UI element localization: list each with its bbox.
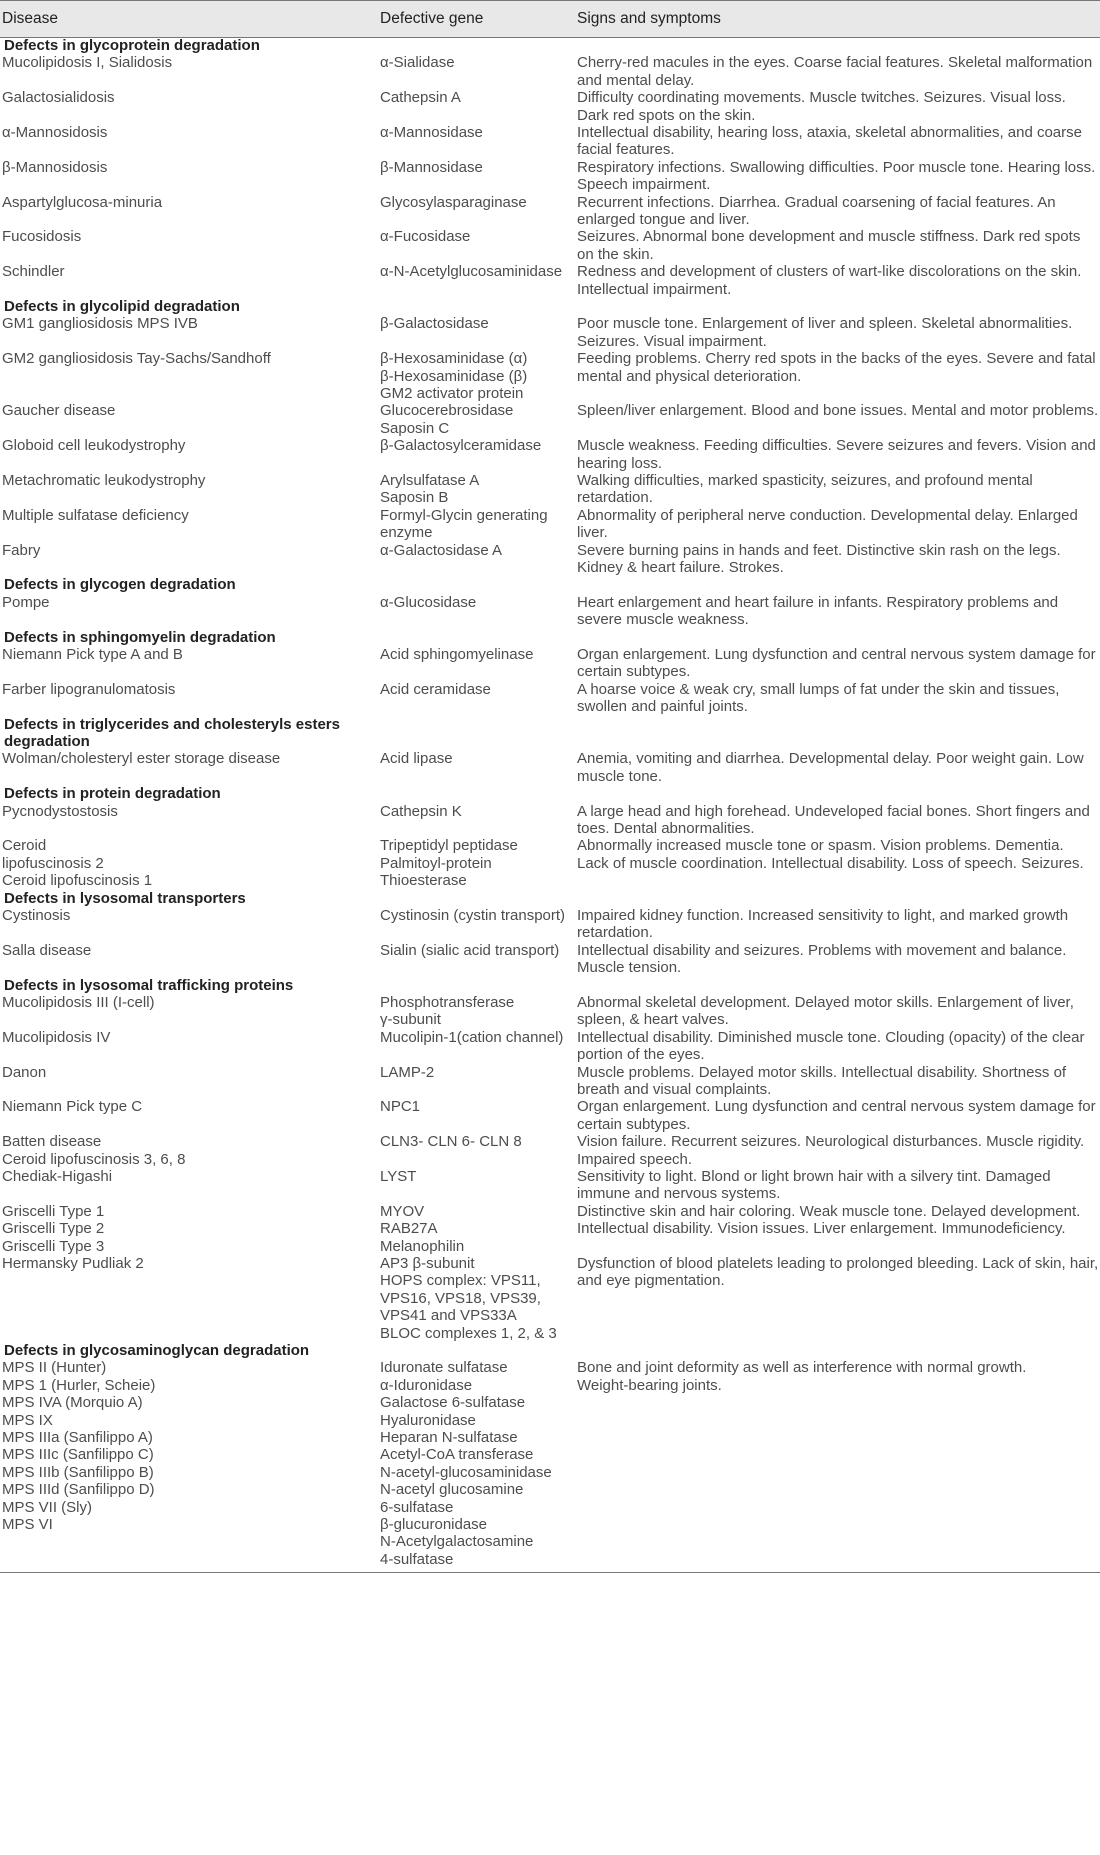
- disease-cell: MPS II (Hunter) MPS 1 (Hurler, Scheie) MPS IVA (Morquio A) MPS IX MPS IIIa (Sanfilippo A) MPS IIIc (Sanfilippo C) MPS IIIb (Sanfilippo B) MPS IIId (Sanfilippo D) MPS VII (Sly) MPS VI: [2, 1359, 156, 1534]
- signs-cell: Respiratory infections. Swallowing difficulties. Poor muscle tone. Hearing loss. Speech impairment.: [577, 158, 1096, 194]
- disease-cell: Batten disease Ceroid lipofuscinosis 3, 6, 8: [2, 1133, 186, 1168]
- signs-cell: Poor muscle tone. Enlargement of liver and spleen. Skeletal abnormalities. Seizures. Visual impairment.: [577, 315, 1073, 350]
- disease-cell: Chediak-Higashi: [2, 1168, 113, 1185]
- header-disease: Disease: [2, 10, 58, 27]
- category-label: Defects in glycolipid degradation: [4, 298, 240, 315]
- signs-cell: Severe burning pains in hands and feet. Distinctive skin rash on the legs. Kidney & heart failure. Strokes.: [577, 541, 1061, 576]
- gene-cell: Acid lipase: [380, 750, 453, 768]
- gene-cell: β-Hexosaminidase (α) β-Hexosaminidase (β) GM2 activator protein: [380, 350, 528, 402]
- category-label: Defects in lysosomal trafficking proteins: [4, 976, 294, 994]
- disease-cell: Hermansky Pudliak 2: [2, 1255, 144, 1272]
- gene-cell: β-Galactosylceramidase: [380, 437, 542, 455]
- disease-cell: Danon: [2, 1063, 47, 1081]
- signs-cell: Intellectual disability and seizures. Problems with movement and balance. Muscle tension.: [577, 941, 1067, 977]
- gene-cell: α-N-Acetylglucosaminidase: [380, 263, 563, 281]
- signs-cell: Bone and joint deformity as well as interference with normal growth. Weight-bearing joints.: [577, 1359, 1027, 1394]
- disease-cell: Wolman/cholesteryl ester storage disease: [2, 750, 281, 768]
- gene-cell: α-Galactosidase A: [380, 541, 503, 559]
- disease-cell: GM1 gangliosidosis MPS IVB: [2, 315, 198, 333]
- disease-cell: Mucolipidosis IV: [2, 1028, 111, 1046]
- disease-cell: Schindler: [2, 263, 65, 281]
- disease-cell: Gaucher disease: [2, 402, 116, 420]
- category-label: Defects in sphingomyelin degradation: [4, 628, 276, 646]
- signs-cell: Recurrent infections. Diarrhea. Gradual coarsening of facial features. An enlarged tongue and liver.: [577, 193, 1056, 228]
- gene-cell: MYOV RAB27A Melanophilin: [380, 1202, 465, 1255]
- gene-cell: Phosphotransferase γ-subunit: [380, 994, 515, 1029]
- disease-cell: Globoid cell leukodystrophy: [2, 437, 186, 455]
- gene-cell: CLN3- CLN 6- CLN 8: [380, 1133, 522, 1151]
- signs-cell: A large head and high forehead. Undeveloped facial bones. Short fingers and toes. Dental abnormalities.: [577, 802, 1090, 837]
- gene-cell: Glucocerebrosidase Saposin C: [380, 402, 514, 437]
- disease-cell: β-Mannosidosis: [2, 158, 108, 176]
- signs-cell: Muscle weakness. Feeding difficulties. Severe seizures and fevers. Vision and hearing loss.: [577, 437, 1096, 472]
- disease-cell: Cystinosis: [2, 907, 71, 924]
- gene-cell: β-Mannosidase: [380, 158, 483, 176]
- disease-cell: Pompe: [2, 593, 50, 611]
- gene-cell: Mucolipin-1(cation channel): [380, 1028, 564, 1046]
- gene-cell: Formyl-Glycin generating enzyme: [380, 506, 548, 542]
- category-label: Defects in lysosomal transporters: [4, 889, 246, 907]
- signs-cell: Dysfunction of blood platelets leading to prolonged bleeding. Lack of skin, hair, and eye pigmentation.: [577, 1255, 1099, 1290]
- disease-cell: Griscelli Type 1 Griscelli Type 2 Griscelli Type 3: [2, 1202, 105, 1255]
- gene-cell: α-Glucosidase: [380, 593, 477, 611]
- gene-cell: Glycosylasparaginase: [380, 193, 527, 211]
- disease-cell: Ceroid lipofuscinosis 2 Ceroid lipofuscinosis 1: [2, 837, 153, 890]
- disease-cell: Mucolipidosis I, Sialidosis: [2, 54, 173, 72]
- signs-cell: Abnormally increased muscle tone or spasm. Vision problems. Dementia. Lack of muscle coordination. Intellectual disability. Loss of speech. Seizures.: [577, 837, 1084, 872]
- signs-cell: A hoarse voice & weak cry, small lumps of fat under the skin and tissues, swollen and painful joints.: [577, 680, 1060, 716]
- table-bottom-rule: [0, 1572, 1100, 1573]
- disease-cell: Metachromatic leukodystrophy: [2, 472, 206, 489]
- disease-cell: Niemann Pick type A and B: [2, 646, 183, 663]
- gene-cell: β-Galactosidase: [380, 315, 489, 333]
- disease-cell: Salla disease: [2, 941, 92, 959]
- signs-cell: Difficulty coordinating movements. Muscle twitches. Seizures. Visual loss. Dark red spots on the skin.: [577, 89, 1066, 124]
- header-defective-gene: Defective gene: [380, 10, 484, 27]
- disease-cell: Farber lipogranulomatosis: [2, 680, 176, 698]
- disease-cell: α-Mannosidosis: [2, 124, 108, 141]
- signs-cell: Redness and development of clusters of wart-like discolorations on the skin. Intellectual impairment.: [577, 263, 1082, 298]
- signs-cell: Feeding problems. Cherry red spots in the backs of the eyes. Severe and fatal mental and physical deterioration.: [577, 350, 1096, 385]
- signs-cell: Abnormality of peripheral nerve conduction. Developmental delay. Enlarged liver.: [577, 506, 1078, 542]
- signs-cell: Anemia, vomiting and diarrhea. Developmental delay. Poor weight gain. Low muscle tone.: [577, 750, 1084, 785]
- gene-cell: α-Fucosidase: [380, 228, 471, 246]
- category-label: Defects in triglycerides and cholesteryls esters degradation: [4, 715, 340, 750]
- gene-cell: Cathepsin K: [380, 802, 462, 820]
- gene-cell: NPC1: [380, 1098, 421, 1116]
- gene-cell: Tripeptidyl peptidase Palmitoyl-protein Thioesterase: [380, 837, 518, 890]
- category-label: Defects in glycosaminoglycan degradation: [4, 1342, 310, 1359]
- signs-cell: Vision failure. Recurrent seizures. Neurological disturbances. Muscle rigidity. Impaired speech.: [577, 1133, 1085, 1168]
- signs-cell: Organ enlargement. Lung dysfunction and central nervous system damage for certain subtypes.: [577, 1098, 1096, 1133]
- signs-cell: Seizures. Abnormal bone development and muscle stiffness. Dark red spots on the skin.: [577, 228, 1081, 263]
- category-label: Defects in glycogen degradation: [4, 576, 236, 594]
- signs-cell: Sensitivity to light. Blond or light brown hair with a silvery tint. Damaged immune and nervous systems.: [577, 1168, 1051, 1203]
- category-label: Defects in protein degradation: [4, 785, 221, 803]
- header-signs-symptoms: Signs and symptoms: [577, 10, 721, 27]
- disease-cell: Pycnodystostosis: [2, 802, 118, 820]
- signs-cell: Intellectual disability, hearing loss, ataxia, skeletal abnormalities, and coarse facial features.: [577, 124, 1082, 159]
- table-header: [0, 0, 1100, 38]
- gene-cell: Iduronate sulfatase α-Iduronidase Galactose 6-sulfatase Hyaluronidase Heparan N-sulfatase Acetyl-CoA transferase N-acetyl-glucosaminidase N-acetyl glucosamine 6-sulfatase β-glucuronidase N-Acetylgalactosamine 4-sulfatase: [380, 1359, 552, 1568]
- signs-cell: Spleen/liver enlargement. Blood and bone issues. Mental and motor problems.: [577, 402, 1099, 420]
- signs-cell: Cherry-red macules in the eyes. Coarse facial features. Skeletal malformation and mental delay.: [577, 54, 1093, 89]
- signs-cell: Distinctive skin and hair coloring. Weak muscle tone. Delayed development. Intellectual disability. Vision issues. Liver enlargement. Immunodeficiency.: [577, 1202, 1081, 1238]
- signs-cell: Abnormal skeletal development. Delayed motor skills. Enlargement of liver, spleen, & heart valves.: [577, 994, 1074, 1029]
- gene-cell: α-Mannosidase: [380, 124, 483, 141]
- disease-cell: Mucolipidosis III (I-cell): [2, 994, 155, 1011]
- gene-cell: Cystinosin (cystin transport): [380, 907, 566, 924]
- gene-cell: Cathepsin A: [380, 89, 461, 107]
- category-label: Defects in glycoprotein degradation: [4, 37, 260, 54]
- signs-cell: Walking difficulties, marked spasticity, seizures, and profound mental retardation.: [577, 472, 1033, 507]
- disease-cell: Fucosidosis: [2, 228, 82, 246]
- signs-cell: Impaired kidney function. Increased sensitivity to light, and marked growth retardation.: [577, 907, 1069, 942]
- signs-cell: Intellectual disability. Diminished muscle tone. Clouding (opacity) of the clear portion of the eyes.: [577, 1028, 1085, 1064]
- disease-cell: Multiple sulfatase deficiency: [2, 506, 189, 524]
- disease-cell: Fabry: [2, 541, 41, 559]
- gene-cell: Acid sphingomyelinase: [380, 646, 534, 663]
- disease-cell: Galactosialidosis: [2, 89, 115, 107]
- gene-cell: Sialin (sialic acid transport): [380, 941, 560, 959]
- gene-cell: Acid ceramidase: [380, 680, 491, 698]
- signs-cell: Muscle problems. Delayed motor skills. Intellectual disability. Shortness of breath and visual complaints.: [577, 1063, 1067, 1098]
- signs-cell: Organ enlargement. Lung dysfunction and central nervous system damage for certain subtypes.: [577, 646, 1096, 681]
- gene-cell: Arylsulfatase A Saposin B: [380, 472, 480, 507]
- disease-cell: Aspartylglucosa-minuria: [2, 193, 163, 211]
- disease-cell: Niemann Pick type C: [2, 1098, 143, 1116]
- signs-cell: Heart enlargement and heart failure in infants. Respiratory problems and severe muscle weakness.: [577, 593, 1059, 629]
- gene-cell: LAMP-2: [380, 1063, 435, 1081]
- gene-cell: AP3 β-subunit HOPS complex: VPS11, VPS16, VPS18, VPS39, VPS41 and VPS33A BLOC complexes 1, 2, & 3: [380, 1255, 557, 1342]
- gene-cell: α-Sialidase: [380, 54, 455, 72]
- disease-cell: GM2 gangliosidosis Tay-Sachs/Sandhoff: [2, 350, 271, 368]
- gene-cell: LYST: [380, 1168, 417, 1185]
